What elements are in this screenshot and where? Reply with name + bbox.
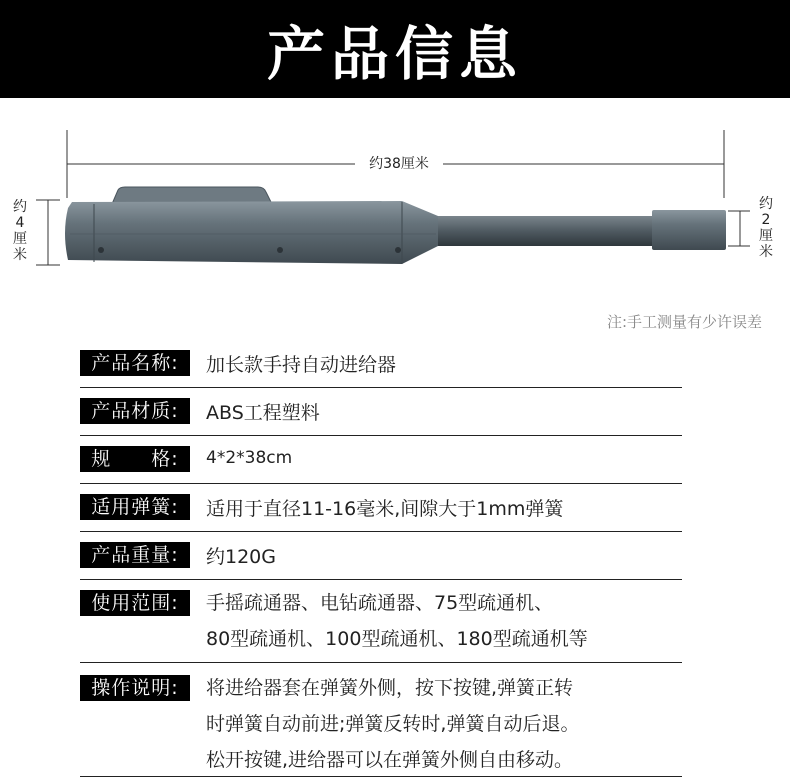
spec-table (80, 342, 682, 777)
spec-value: 将进给器套在弹簧外侧，按下按键,弹簧正转 时弹簧自动前进;弹簧反转时,弹簧自动后退。 松开按键,进给器可以在弹簧外侧自由移动。 (206, 677, 580, 771)
measurement-note: 注:手工测量有少许误差 (606, 313, 762, 331)
spec-label: 操作说明: (80, 675, 190, 701)
page-title: 产品信息 (266, 20, 523, 88)
length-label: 约38厘米 (369, 156, 429, 172)
spec-value: 适用于直径11-16毫米,间隙大于1mm弹簧 (206, 498, 564, 520)
spec-row-name (80, 342, 682, 388)
spec-value: 加长款手持自动进给器 (206, 354, 397, 376)
spec-label: 产品材质: (80, 398, 190, 424)
device-illustration (0, 98, 790, 338)
tube-diameter-label: 约 2 厘 米 (759, 196, 773, 260)
product-diagram (0, 98, 790, 338)
spec-label: 规 格: (80, 446, 190, 472)
spec-row-instructions (80, 663, 682, 777)
spec-row-weight (80, 532, 682, 580)
spec-value: 4*2*38cm (206, 448, 293, 468)
header-banner (0, 0, 790, 98)
spec-label: 使用范围: (80, 590, 190, 616)
spec-label: 产品名称: (80, 350, 190, 376)
spec-row-material (80, 388, 682, 436)
spec-value: ABS工程塑料 (206, 402, 320, 424)
body-diameter-label: 约 4 厘 米 (13, 199, 27, 263)
spec-row-usage (80, 580, 682, 663)
spec-value: 约120G (206, 546, 276, 568)
spec-row-spring (80, 484, 682, 532)
spec-label: 产品重量: (80, 542, 190, 568)
spec-value: 手摇疏通器、电钻疏通器、75型疏通机、 80型疏通机、100型疏通机、180型疏通机等 (206, 592, 588, 650)
spec-label: 适用弹簧: (80, 494, 190, 520)
spec-row-size (80, 436, 682, 484)
